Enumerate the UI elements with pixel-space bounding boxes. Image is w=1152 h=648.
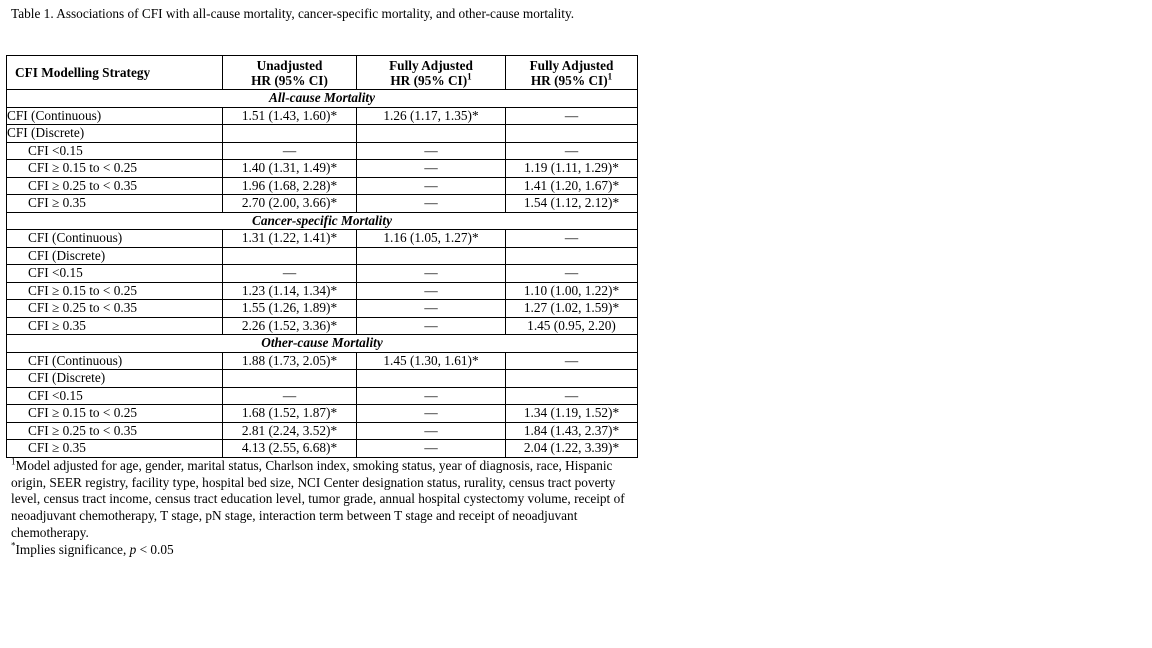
cell-adjusted-hr-2: 2.04 (1.22, 3.39)* [506, 440, 638, 458]
row-label: CFI ≥ 0.25 to < 0.35 [7, 422, 223, 440]
cell-adjusted-hr-2 [506, 125, 638, 143]
header-unadjusted-line2: HR (95% CI) [251, 72, 328, 88]
header-adjusted-2-line2: HR (95% CI) [530, 72, 608, 88]
header-adjusted-1-sup: 1 [467, 71, 472, 82]
cell-unadjusted-hr: — [223, 265, 357, 283]
table-row [7, 440, 638, 458]
cell-unadjusted-hr: — [223, 387, 357, 405]
header-strategy: CFI Modelling Strategy [7, 56, 223, 90]
table-row [7, 230, 638, 248]
section-title: Other-cause Mortality [7, 335, 638, 353]
table-row [7, 125, 638, 143]
cell-adjusted-hr-2: 1.19 (1.11, 1.29)* [506, 160, 638, 178]
row-label: CFI ≥ 0.35 [7, 440, 223, 458]
cell-adjusted-hr-1: — [357, 317, 506, 335]
header-row [7, 56, 638, 90]
table-row [7, 352, 638, 370]
cell-adjusted-hr-1: — [357, 177, 506, 195]
footnote-sig-text: Implies significance, [15, 541, 130, 557]
cell-adjusted-hr-1: 1.26 (1.17, 1.35)* [357, 107, 506, 125]
cell-unadjusted-hr: 2.26 (1.52, 3.36)* [223, 317, 357, 335]
table-row [7, 422, 638, 440]
table-row [7, 160, 638, 178]
cell-unadjusted-hr: 1.88 (1.73, 2.05)* [223, 352, 357, 370]
table-row [7, 247, 638, 265]
header-unadjusted [223, 56, 357, 90]
cell-adjusted-hr-2: — [506, 265, 638, 283]
row-label: CFI (Continuous) [7, 230, 223, 248]
row-label: CFI ≥ 0.15 to < 0.25 [7, 405, 223, 423]
cell-unadjusted-hr: 1.23 (1.14, 1.34)* [223, 282, 357, 300]
cell-unadjusted-hr: 1.68 (1.52, 1.87)* [223, 405, 357, 423]
cell-adjusted-hr-2: 1.10 (1.00, 1.22)* [506, 282, 638, 300]
results-table [6, 55, 638, 458]
section-row [7, 212, 638, 230]
table-row [7, 195, 638, 213]
cell-adjusted-hr-2: — [506, 107, 638, 125]
table-row [7, 177, 638, 195]
cell-unadjusted-hr: — [223, 142, 357, 160]
cell-adjusted-hr-1: 1.45 (1.30, 1.61)* [357, 352, 506, 370]
cell-unadjusted-hr [223, 370, 357, 388]
footnotes [11, 458, 639, 558]
header-adjusted-2 [506, 56, 638, 90]
header-adjusted-1 [357, 56, 506, 90]
cell-adjusted-hr-2: 1.84 (1.43, 2.37)* [506, 422, 638, 440]
cell-unadjusted-hr: 1.55 (1.26, 1.89)* [223, 300, 357, 318]
cell-adjusted-hr-1: — [357, 142, 506, 160]
row-label: CFI (Discrete) [7, 247, 223, 265]
section-row [7, 335, 638, 353]
table-container [6, 55, 638, 458]
row-label: CFI (Continuous) [7, 352, 223, 370]
table-caption: Table 1. Associations of CFI with all-cause mortality, cancer-specific mortality, and other-cause mortality. [11, 6, 575, 21]
footnote-model-sup: 1 [11, 456, 16, 467]
cell-adjusted-hr-1 [357, 370, 506, 388]
cell-adjusted-hr-1 [357, 125, 506, 143]
row-label: CFI (Continuous) [7, 107, 223, 125]
cell-adjusted-hr-1: — [357, 405, 506, 423]
cell-adjusted-hr-2 [506, 247, 638, 265]
cell-unadjusted-hr: 1.40 (1.31, 1.49)* [223, 160, 357, 178]
table-row [7, 370, 638, 388]
cell-unadjusted-hr: 1.31 (1.22, 1.41)* [223, 230, 357, 248]
cell-adjusted-hr-1 [357, 247, 506, 265]
table-row [7, 405, 638, 423]
cell-adjusted-hr-1: — [357, 422, 506, 440]
table-row [7, 107, 638, 125]
row-label: CFI <0.15 [7, 387, 223, 405]
table-row [7, 265, 638, 283]
row-label: CFI ≥ 0.15 to < 0.25 [7, 282, 223, 300]
row-label: CFI <0.15 [7, 265, 223, 283]
cell-adjusted-hr-1: — [357, 282, 506, 300]
cell-unadjusted-hr [223, 247, 357, 265]
cell-unadjusted-hr: 1.96 (1.68, 2.28)* [223, 177, 357, 195]
row-label: CFI ≥ 0.25 to < 0.35 [7, 177, 223, 195]
table-body [7, 90, 638, 458]
cell-unadjusted-hr: 1.51 (1.43, 1.60)* [223, 107, 357, 125]
cell-unadjusted-hr: 2.70 (2.00, 3.66)* [223, 195, 357, 213]
cell-unadjusted-hr: 4.13 (2.55, 6.68)* [223, 440, 357, 458]
header-adjusted-2-sup: 1 [607, 71, 613, 82]
row-label: CFI <0.15 [7, 142, 223, 160]
cell-adjusted-hr-2: 1.45 (0.95, 2.20) [506, 317, 638, 335]
footnote-model-text: Model adjusted for age, gender, marital status, Charlson index, smoking status, year of diagnosis, race, Hispanic origin, SEER registry, facility type, hospital bed size, NCI Center designation status, rurality, census tract poverty level, census tract income, census tract education level, tumor grade, annual hospital cystectomy volume, receipt of neoadjuvant chemotherapy, T stage, pN stage, interaction term between T stage and receipt of neoadjuvant chemotherapy. [11, 458, 625, 540]
row-label: CFI ≥ 0.35 [7, 195, 223, 213]
cell-adjusted-hr-1: — [357, 387, 506, 405]
cell-adjusted-hr-2: — [506, 352, 638, 370]
cell-adjusted-hr-2: — [506, 142, 638, 160]
cell-unadjusted-hr [223, 125, 357, 143]
header-unadjusted-line1: Unadjusted [256, 57, 323, 73]
row-label: CFI ≥ 0.25 to < 0.35 [7, 300, 223, 318]
cell-adjusted-hr-2: — [506, 230, 638, 248]
cell-adjusted-hr-2: — [506, 387, 638, 405]
section-title: Cancer-specific Mortality [7, 212, 638, 230]
footnote-model [11, 458, 639, 542]
footnote-sig-p: p [129, 541, 137, 557]
header-adjusted-2-line1: Fully Adjusted [529, 57, 614, 73]
table-row [7, 300, 638, 318]
cell-adjusted-hr-1: — [357, 195, 506, 213]
row-label: CFI (Discrete) [7, 370, 223, 388]
cell-adjusted-hr-1: — [357, 440, 506, 458]
cell-adjusted-hr-1: 1.16 (1.05, 1.27)* [357, 230, 506, 248]
table-row [7, 282, 638, 300]
cell-unadjusted-hr: 2.81 (2.24, 3.52)* [223, 422, 357, 440]
cell-adjusted-hr-1: — [357, 300, 506, 318]
table-row [7, 317, 638, 335]
section-row [7, 90, 638, 108]
row-label: CFI ≥ 0.15 to < 0.25 [7, 160, 223, 178]
header-adjusted-1-line1: Fully Adjusted [389, 57, 473, 73]
footnote-sig-sup: * [11, 540, 16, 551]
section-title: All-cause Mortality [7, 90, 638, 108]
cell-adjusted-hr-1: — [357, 265, 506, 283]
table-row [7, 142, 638, 160]
cell-adjusted-hr-2: 1.54 (1.12, 2.12)* [506, 195, 638, 213]
footnote-sig-threshold: < 0.05 [136, 541, 174, 557]
row-label: CFI ≥ 0.35 [7, 317, 223, 335]
header-adjusted-1-line2: HR (95% CI) [390, 72, 468, 88]
cell-adjusted-hr-2 [506, 370, 638, 388]
row-label: CFI (Discrete) [7, 125, 223, 143]
cell-adjusted-hr-2: 1.27 (1.02, 1.59)* [506, 300, 638, 318]
footnote-significance [11, 542, 639, 559]
cell-adjusted-hr-2: 1.41 (1.20, 1.67)* [506, 177, 638, 195]
table-row [7, 387, 638, 405]
cell-adjusted-hr-1: — [357, 160, 506, 178]
cell-adjusted-hr-2: 1.34 (1.19, 1.52)* [506, 405, 638, 423]
